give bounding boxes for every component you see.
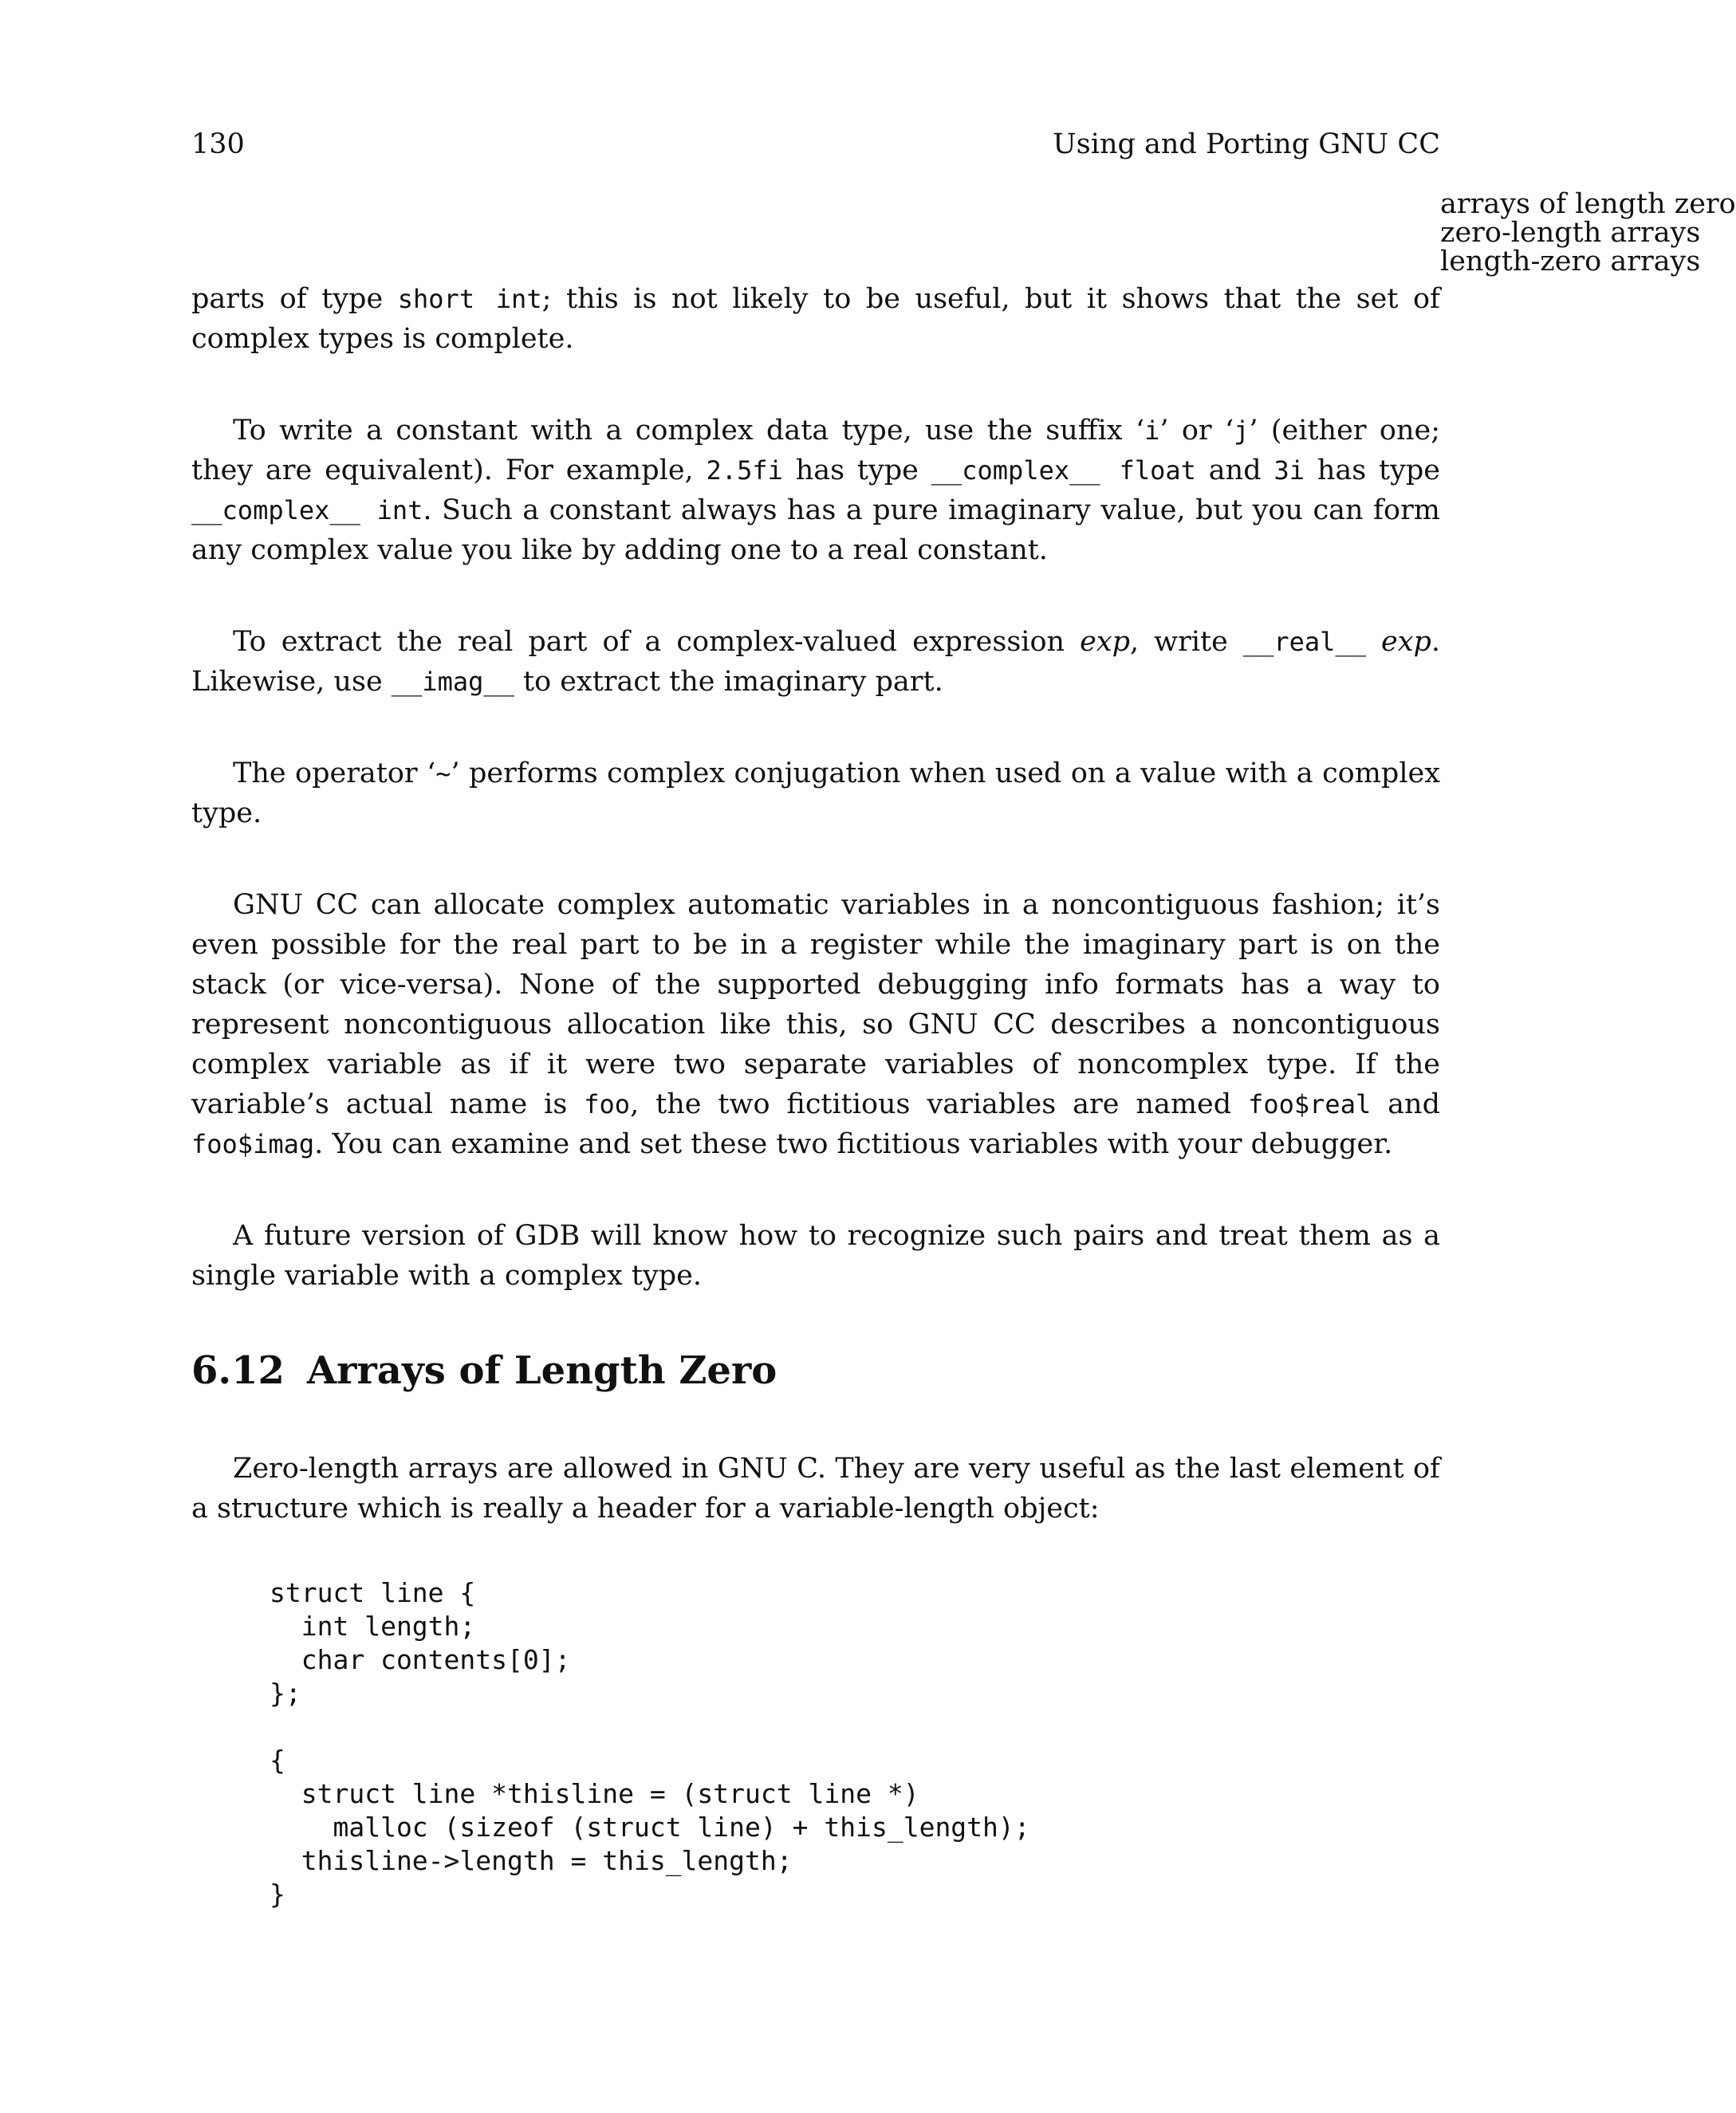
code-line: };	[270, 1678, 301, 1709]
inline-code: __imag__	[391, 667, 514, 697]
inline-code: short int	[397, 284, 542, 314]
paragraph	[191, 885, 1440, 1164]
inline-code: __complex__ int	[191, 495, 423, 525]
text: and	[1195, 454, 1274, 486]
code-line: struct line *thisline = (struct line *)	[270, 1778, 919, 1809]
paragraph	[191, 411, 1440, 570]
inline-code: 2.5fi	[706, 455, 783, 486]
inline-code: __real__	[1242, 627, 1366, 657]
metavariable: exp	[1381, 626, 1431, 658]
section-intro	[191, 1449, 1440, 1529]
text: , write	[1130, 626, 1243, 658]
code-line: char contents[0];	[270, 1644, 571, 1675]
page-number: 130	[191, 128, 245, 160]
margin-index-entry: length-zero arrays	[1440, 246, 1701, 277]
text: and	[1371, 1088, 1440, 1120]
text: A future version of GDB will know how to recognize such pairs and treat them as a single variable with a complex type.	[191, 1220, 1440, 1292]
text: ’ or ‘	[1159, 415, 1234, 447]
text: The operator ‘	[233, 757, 436, 789]
code-line: {	[270, 1745, 285, 1776]
text: . Likewise, use	[191, 626, 1440, 698]
inline-code: __complex__ float	[931, 455, 1196, 486]
inline-code: j	[1234, 415, 1250, 446]
text: has type	[782, 454, 931, 486]
paragraph: Zero-length arrays are allowed in GNU C. They are very useful as the last element of a structure which is really a header for a variable-length object:	[191, 1453, 1440, 1525]
code-line	[270, 1710, 1030, 1744]
code-line: thisline->length = this_length;	[270, 1845, 793, 1876]
inline-code: 3i	[1273, 455, 1305, 486]
text: To write a constant with a complex data type, use the suffix ‘	[233, 415, 1145, 447]
code-line: malloc (sizeof (struct line) + this_length);	[270, 1812, 1030, 1843]
section-number: 6.12	[191, 1348, 285, 1393]
margin-index	[1440, 188, 1736, 277]
code-line: struct line {	[270, 1577, 476, 1608]
running-head: Using and Porting GNU CC	[1053, 128, 1440, 160]
inline-code: ~	[435, 758, 451, 789]
code-block	[270, 1576, 1030, 1911]
code-line: }	[270, 1879, 285, 1910]
text: . You can examine and set these two fictitious variables with your debugger.	[314, 1128, 1393, 1160]
metavariable: exp	[1080, 626, 1130, 658]
text: ’ performs complex conjugation when used on a value with a complex type.	[191, 757, 1440, 829]
text: . Such a constant always has a pure imaginary value, but you can form any complex value you like by adding one to a real constant.	[191, 494, 1440, 566]
section-title: Arrays of Length Zero	[306, 1348, 777, 1393]
text: ’ (either one; they are equivalent). For example,	[191, 415, 1440, 486]
paragraph	[191, 279, 1440, 359]
text: GNU CC can allocate complex automatic variables in a noncontiguous fashion; it’s even possible for the real part to be in a register while the imaginary part is on the stack (or vice-versa). None of the supported debugging info formats has a way to represent noncontiguous allocation like this, so GNU CC describes a noncontiguous complex variable as if it were two separate variables of noncomplex type. If the variable’s actual name is	[191, 889, 1440, 1120]
text: , the two fictitious variables are named	[630, 1088, 1249, 1120]
section-heading	[191, 1348, 777, 1394]
margin-index-entry: arrays of length zero	[1440, 188, 1736, 220]
paragraph	[191, 622, 1440, 702]
paragraph	[191, 754, 1440, 833]
inline-code: foo$real	[1248, 1089, 1372, 1119]
text: to extract the imaginary part.	[514, 666, 943, 698]
text: parts of type	[191, 283, 398, 315]
paragraph	[191, 1216, 1440, 1296]
inline-code: foo$imag	[191, 1129, 315, 1159]
text: has type	[1304, 454, 1440, 486]
text: ; this is not likely to be useful, but it shows that the set of complex types is complete.	[191, 283, 1441, 355]
code-line: int length;	[270, 1611, 476, 1642]
text: To extract the real part of a complex-valued expression	[233, 626, 1081, 658]
margin-index-entry: zero-length arrays	[1440, 217, 1701, 249]
body-text	[191, 279, 1440, 1348]
inline-code: i	[1144, 415, 1160, 446]
text	[1366, 626, 1381, 658]
inline-code: foo	[584, 1089, 631, 1119]
